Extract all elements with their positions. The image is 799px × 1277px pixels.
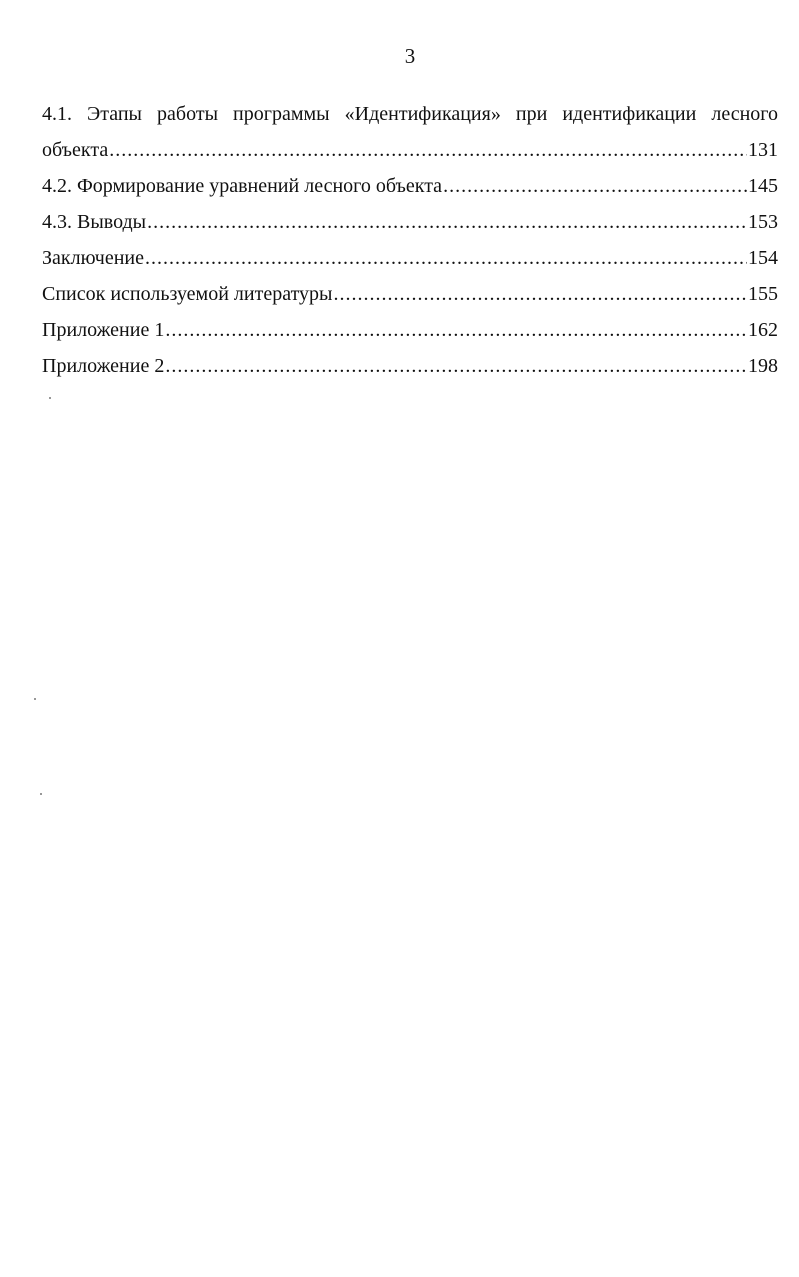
toc-entry-4-1 [42,96,778,168]
page-number: 3 [404,44,416,68]
toc-entry-title-continued: объекта [42,139,109,161]
toc-entry-references [42,276,778,312]
toc-entry-4-2 [42,168,778,204]
toc-entry-title: Приложение 1 [42,319,165,341]
scan-speck [49,397,51,399]
toc-dot-leader [443,168,747,204]
toc-entry-conclusion [42,240,778,276]
table-of-contents [42,96,778,384]
scan-speck [34,698,36,700]
toc-entry-title: Приложение 2 [42,355,165,377]
toc-dot-leader [165,348,747,384]
toc-entry-appendix-1 [42,312,778,348]
toc-entry-title: Заключение [42,247,144,269]
toc-dot-leader [147,204,747,240]
toc-entry-4-3 [42,204,778,240]
toc-page-number: 154 [748,247,778,269]
toc-dot-leader [145,240,747,276]
toc-page-number: 198 [748,355,778,377]
toc-page-number: 153 [748,211,778,233]
toc-entry-appendix-2 [42,348,778,384]
toc-entry-title: 4.3. Выводы [42,211,147,233]
toc-dot-leader [165,312,747,348]
toc-entry-title: 4.2. Формирование уравнений лесного объекта [42,175,443,197]
toc-page-number: 131 [748,139,778,161]
toc-entry-title: Список используемой литературы [42,283,333,305]
toc-page-number: 162 [748,319,778,341]
toc-entry-title: 4.1. Этапы работы программы «Идентификация» при идентификации лесного [42,103,778,125]
toc-dot-leader [109,132,747,168]
toc-page-number: 145 [748,175,778,197]
scan-speck [40,793,42,795]
toc-dot-leader [334,276,748,312]
toc-page-number: 155 [748,283,778,305]
